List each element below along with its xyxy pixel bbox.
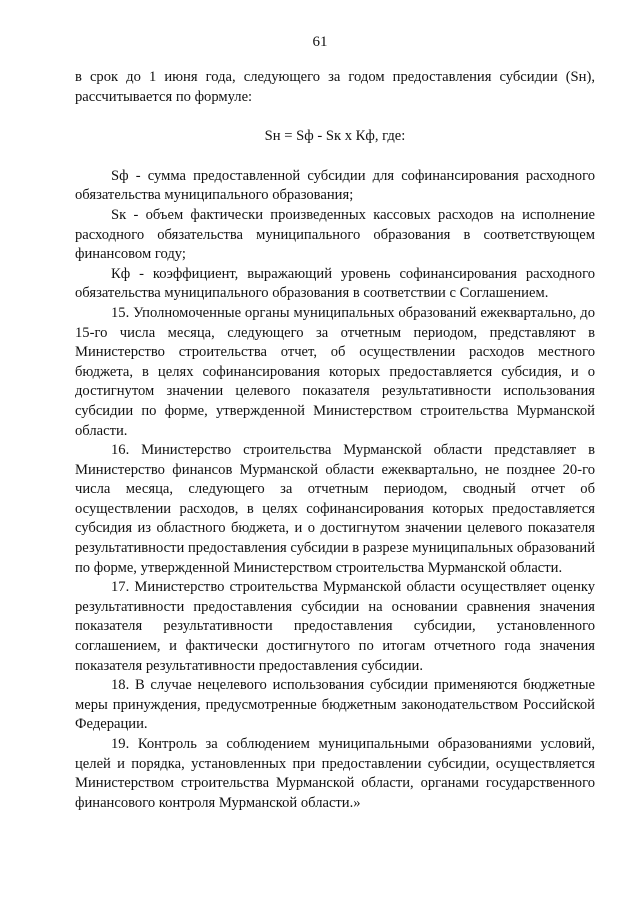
document-body (75, 68, 595, 813)
paragraph-item-16: 16. Министерство строительства Мурманской области представляет в Министерство финансов Мурманской области ежеквартально, не позднее 20-го числа месяца, следующего за отчетным периодом, сводный отчет об осуществлении расходов, в целях софинансирования которых предоставляется субсидия из областного бюджета, и о достигнутом значении целевого показателя результативности предоставления субсидии в разрезе муниципальных образований по форме, утвержденной Министерством строительства Мурманской области. (75, 442, 595, 576)
definition-kf: Кф - коэффициент, выражающий уровень софинансирования расходного обязательства муниципального образования в соответствии с Соглашением. (75, 265, 595, 302)
page-number: 61 (312, 34, 328, 50)
paragraph-item-18: 18. В случае нецелевого использования субсидии применяются бюджетные меры принуждения, предусмотренные бюджетным законодательством Российской Федерации. (75, 677, 595, 733)
paragraph-item-17: 17. Министерство строительства Мурманской области осуществляет оценку результативности предоставления субсидии на основании сравнения значения показателя результативности предоставления субсидии, установленного соглашением, и фактически достигнутого по итогам отчетного года значения показателя результативности предоставления субсидии. (75, 579, 595, 674)
intro-paragraph: в срок до 1 июня года, следующего за годом предоставления субсидии (Sн), рассчитывается по формуле: (75, 69, 595, 105)
paragraph-item-15: 15. Уполномоченные органы муниципальных образований ежеквартально, до 15-го числа месяца, следующего за отчетным периодом, представляют в Министерство строительства отчет, об осуществлении расходов местного бюджета, в целях софинансирования которых предоставляется субсидия, и о достигнутом значении целевого показателя результативности использования субсидии по форме, утвержденной Министерством строительства Мурманской области. (75, 304, 595, 439)
definition-sk: Sк - объем фактически произведенных кассовых расходов на исполнение расходного обязательства муниципального образования в соответствующем финансовом году; (75, 206, 595, 263)
paragraph-item-19: 19. Контроль за соблюдением муниципальными образованиями условий, целей и порядка, установленных при предоставлении субсидии, осуществляется Министерством строительства Мурманской области, органами государственного финансового контроля Мурманской области.» (75, 736, 595, 811)
formula: Sн = Sф - Sк х Кф, где: (264, 128, 406, 145)
definition-sf: Sф - сумма предоставленной субсидии для софинансирования расходного обязательства муниципального образования; (75, 167, 595, 204)
